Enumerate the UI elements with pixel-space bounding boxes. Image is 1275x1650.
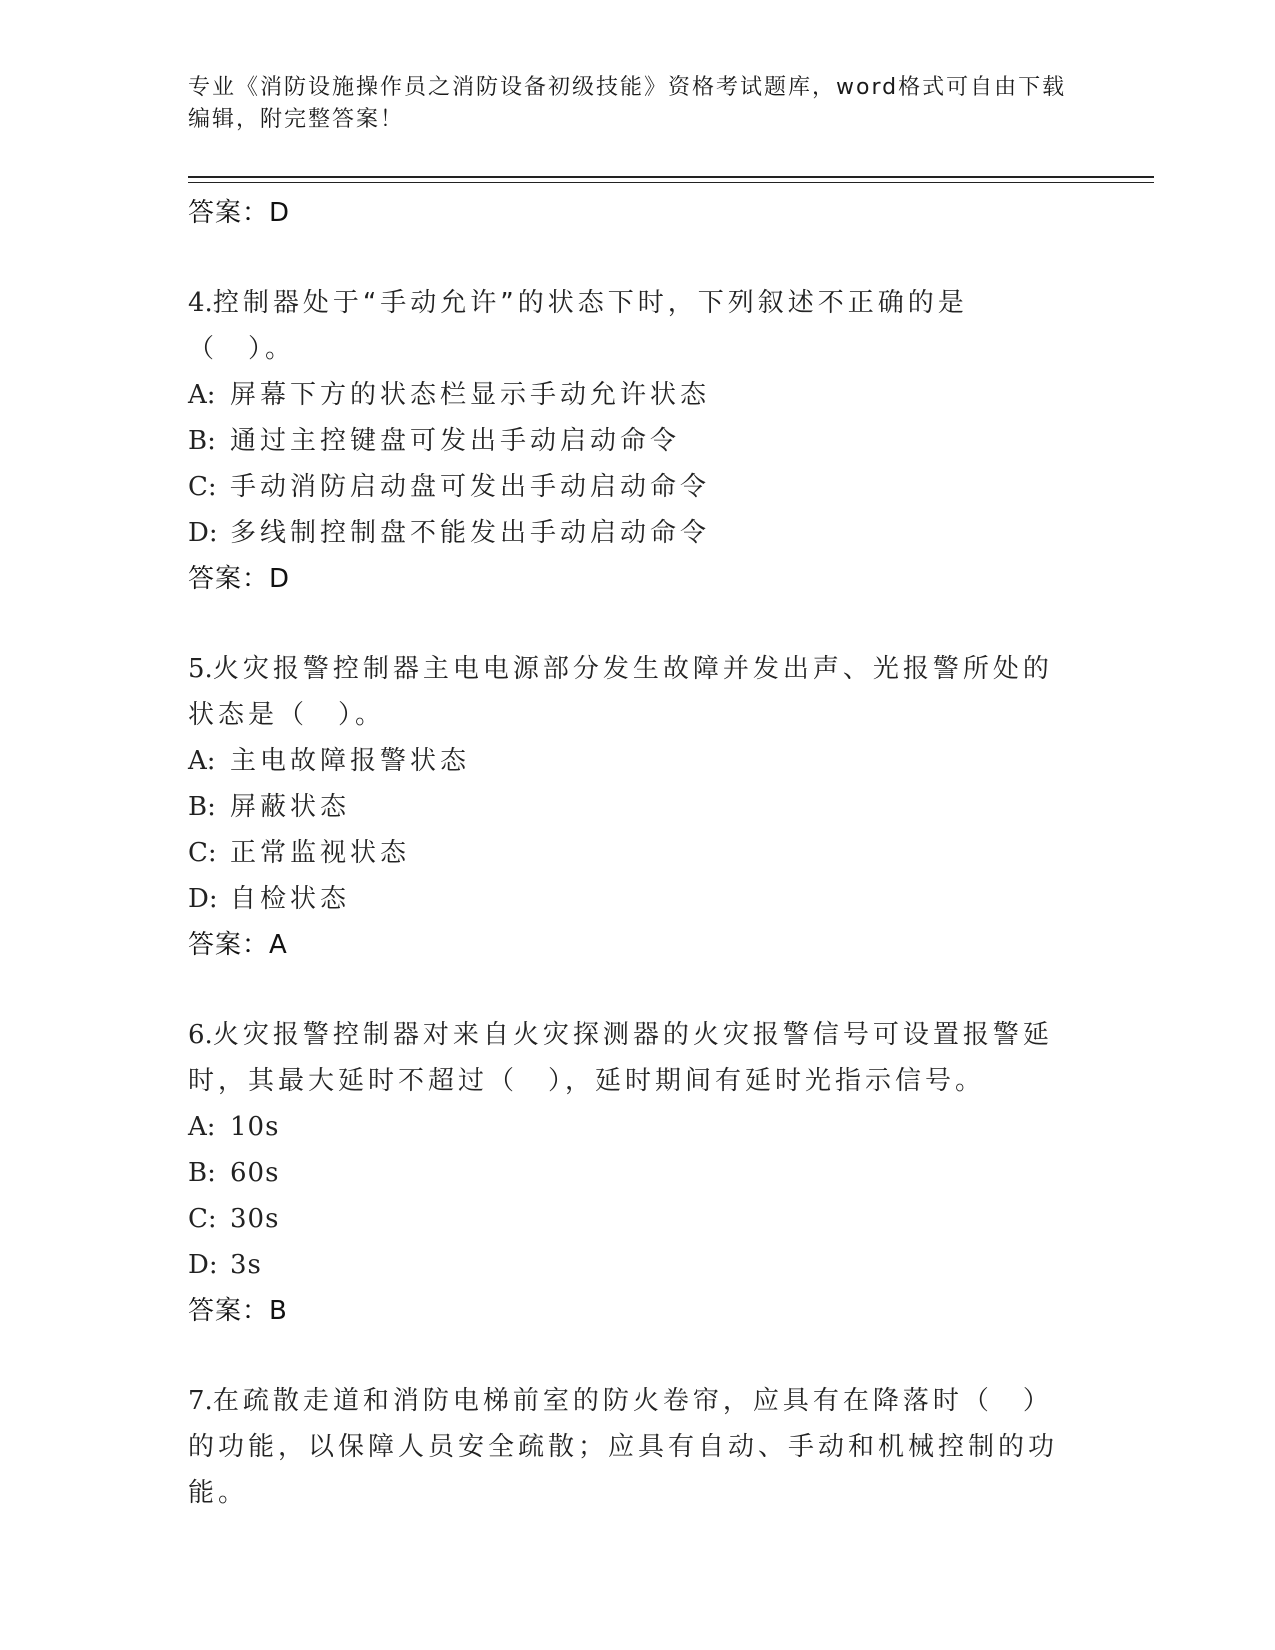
option-letter: B: bbox=[188, 1158, 216, 1188]
option-d bbox=[188, 876, 1068, 922]
question-number: 5. bbox=[188, 654, 213, 684]
option-c bbox=[188, 830, 1068, 876]
option-text: 通过主控键盘可发出手动启动命令 bbox=[230, 426, 681, 456]
option-text: 正常监视状态 bbox=[230, 838, 411, 868]
option-letter: D: bbox=[188, 518, 218, 548]
answer-line: 答案：B bbox=[188, 1296, 288, 1326]
option-c bbox=[188, 1196, 1068, 1242]
option-letter: C: bbox=[188, 838, 217, 868]
option-letter: A: bbox=[188, 746, 216, 776]
question-7 bbox=[188, 1378, 1068, 1516]
question-4 bbox=[188, 280, 1068, 372]
option-text: 10s bbox=[230, 1112, 280, 1142]
option-text: 主电故障报警状态 bbox=[230, 746, 471, 776]
question-6 bbox=[188, 1012, 1068, 1104]
option-text: 3s bbox=[230, 1250, 262, 1280]
option-letter: A: bbox=[188, 380, 216, 410]
question-number: 7. bbox=[188, 1386, 213, 1416]
question-text: 在疏散走道和消防电梯前室的防火卷帘，应具有在降落时（ ）的功能，以保障人员安全疏散；应具有自动、手动和机械控制的功能。 bbox=[188, 1386, 1059, 1508]
document-content bbox=[188, 190, 1068, 1516]
option-text: 自检状态 bbox=[230, 884, 351, 914]
option-letter: C: bbox=[188, 1204, 217, 1234]
header-divider-thin bbox=[188, 182, 1154, 183]
option-a bbox=[188, 1104, 1068, 1150]
option-text: 多线制控制盘不能发出手动启动命令 bbox=[230, 518, 711, 548]
option-b bbox=[188, 784, 1068, 830]
option-b bbox=[188, 1150, 1068, 1196]
answer-line: 答案：A bbox=[188, 930, 288, 960]
option-d bbox=[188, 510, 1068, 556]
option-text: 手动消防启动盘可发出手动启动命令 bbox=[230, 472, 711, 502]
question-number: 6. bbox=[188, 1020, 213, 1050]
option-letter: C: bbox=[188, 472, 217, 502]
option-letter: B: bbox=[188, 792, 216, 822]
option-c bbox=[188, 464, 1068, 510]
option-text: 屏蔽状态 bbox=[230, 792, 351, 822]
option-d bbox=[188, 1242, 1068, 1288]
option-letter: A: bbox=[188, 1112, 216, 1142]
option-letter: D: bbox=[188, 884, 218, 914]
question-text: 控制器处于“手动允许”的状态下时，下列叙述不正确的是（ ）。 bbox=[188, 288, 968, 364]
option-letter: D: bbox=[188, 1250, 218, 1280]
option-text: 60s bbox=[230, 1158, 280, 1188]
option-a bbox=[188, 372, 1068, 418]
document-header: 专业《消防设施操作员之消防设备初级技能》资格考试题库，word格式可自由下载编辑，附完整答案！ bbox=[188, 75, 1067, 132]
question-number: 4. bbox=[188, 288, 213, 318]
option-b bbox=[188, 418, 1068, 464]
option-text: 30s bbox=[230, 1204, 280, 1234]
answer-line: 答案：D bbox=[188, 198, 291, 228]
answer-line: 答案：D bbox=[188, 564, 291, 594]
option-letter: B: bbox=[188, 426, 216, 456]
option-text: 屏幕下方的状态栏显示手动允许状态 bbox=[230, 380, 711, 410]
question-text: 火灾报警控制器主电电源部分发生故障并发出声、光报警所处的状态是（ ）。 bbox=[188, 654, 1053, 730]
header-divider-thick bbox=[188, 176, 1154, 178]
question-5 bbox=[188, 646, 1068, 738]
question-text: 火灾报警控制器对来自火灾探测器的火灾报警信号可设置报警延时，其最大延时不超过（ ），延时期间有延时光指示信号。 bbox=[188, 1020, 1053, 1096]
option-a bbox=[188, 738, 1068, 784]
